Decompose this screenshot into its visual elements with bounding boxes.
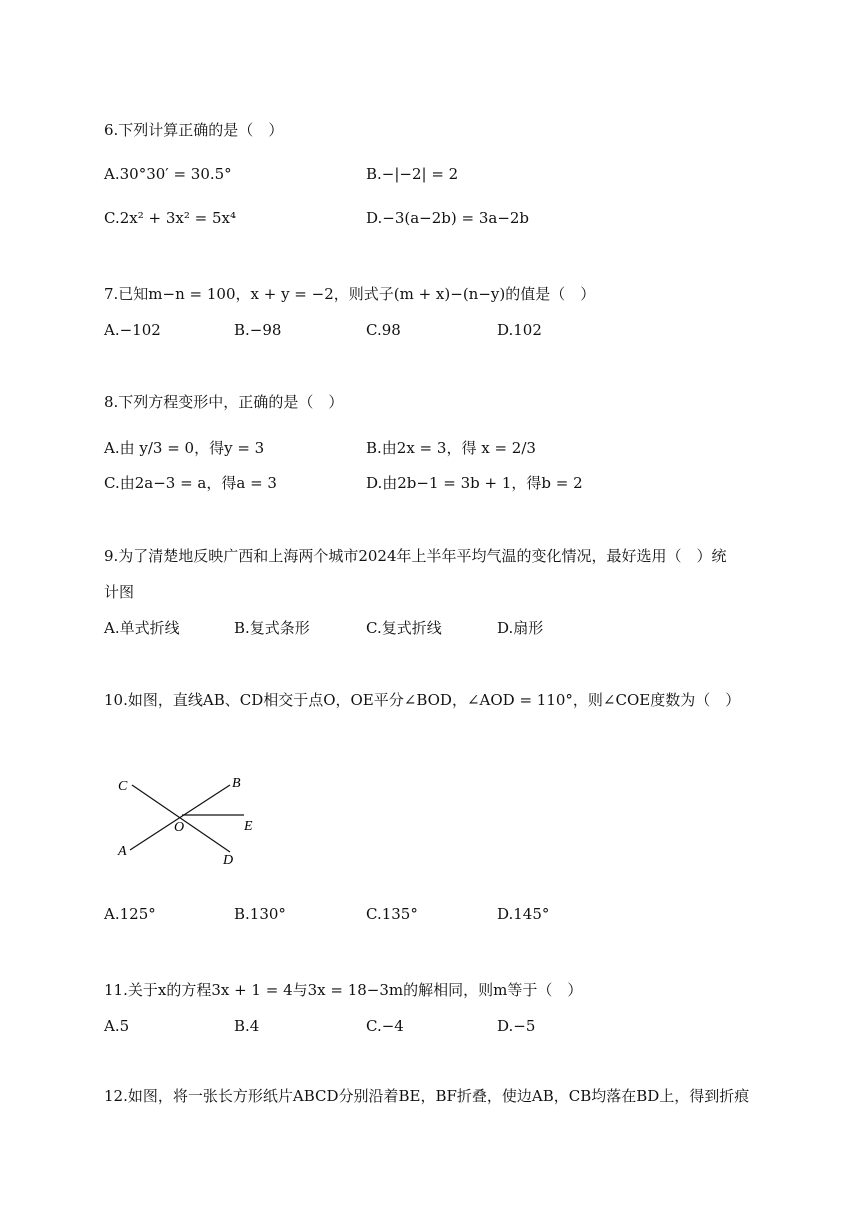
- question-10-stem: 10.如图，直线AB、CD相交于点O，OE平分∠BOD，∠AOD = 110°，则∠COE度数为（ ）: [104, 691, 741, 709]
- question-9-option-b: B.复式条形: [234, 619, 310, 637]
- label-c: C: [118, 779, 128, 794]
- question-7-stem: 7.已知m−n = 100，x + y = −2，则式子(m + x)−(n−y)的值是（ ）: [104, 285, 596, 303]
- question-7-option-d: D.102: [497, 321, 542, 339]
- question-11-option-d: D.−5: [497, 1017, 536, 1035]
- question-10-option-b: B.130°: [234, 905, 286, 923]
- angle-figure: [110, 770, 270, 870]
- question-10-option-a: A.125°: [104, 905, 156, 923]
- question-12-stem: 12.如图，将一张长方形纸片ABCD分别沿着BE，BF折叠，使边AB，CB均落在BD上，得到折痕: [104, 1087, 750, 1105]
- question-9-option-d: D.扇形: [497, 619, 544, 637]
- question-6-option-c: C.2x² + 3x² = 5x⁴: [104, 209, 236, 227]
- question-9-stem: 9.为了清楚地反映广西和上海两个城市2024年上半年平均气温的变化情况，最好选用（ ）统: [104, 547, 727, 565]
- label-b: B: [232, 776, 241, 791]
- question-10-option-c: C.135°: [366, 905, 418, 923]
- question-8-option-c: C.由2a−3 = a，得a = 3: [104, 474, 277, 492]
- question-7-option-a: A.−102: [104, 321, 161, 339]
- question-11-option-b: B.4: [234, 1017, 260, 1035]
- question-8-option-a: A.由 y/3 = 0，得y = 3: [104, 439, 265, 457]
- question-7-option-c: C.98: [366, 321, 401, 339]
- question-8-option-d: D.由2b−1 = 3b + 1，得b = 2: [366, 474, 583, 492]
- question-9-option-a: A.单式折线: [104, 619, 180, 637]
- question-8-stem: 8.下列方程变形中，正确的是（ ）: [104, 393, 344, 411]
- question-10-option-d: D.145°: [497, 905, 550, 923]
- question-7-option-b: B.−98: [234, 321, 282, 339]
- question-6-option-b: B.−|−2| = 2: [366, 165, 459, 183]
- question-11-option-a: A.5: [104, 1017, 130, 1035]
- question-11-option-c: C.−4: [366, 1017, 404, 1035]
- question-6-option-d: D.−3(a−2b) = 3a−2b: [366, 209, 530, 227]
- question-11-stem: 11.关于x的方程3x + 1 = 4与3x = 18−3m的解相同，则m等于（ ）: [104, 981, 583, 999]
- question-6-option-a: A.30°30′ = 30.5°: [104, 165, 232, 183]
- question-6-stem: 6.下列计算正确的是（ ）: [104, 121, 284, 139]
- label-a: A: [118, 844, 127, 859]
- question-8-option-b: B.由2x = 3，得 x = 2/3: [366, 439, 536, 457]
- label-d: D: [223, 853, 234, 868]
- label-e: E: [244, 819, 253, 834]
- question-9-option-c: C.复式折线: [366, 619, 442, 637]
- question-9-stem-continued: 计图: [104, 583, 135, 601]
- label-o: O: [174, 820, 185, 835]
